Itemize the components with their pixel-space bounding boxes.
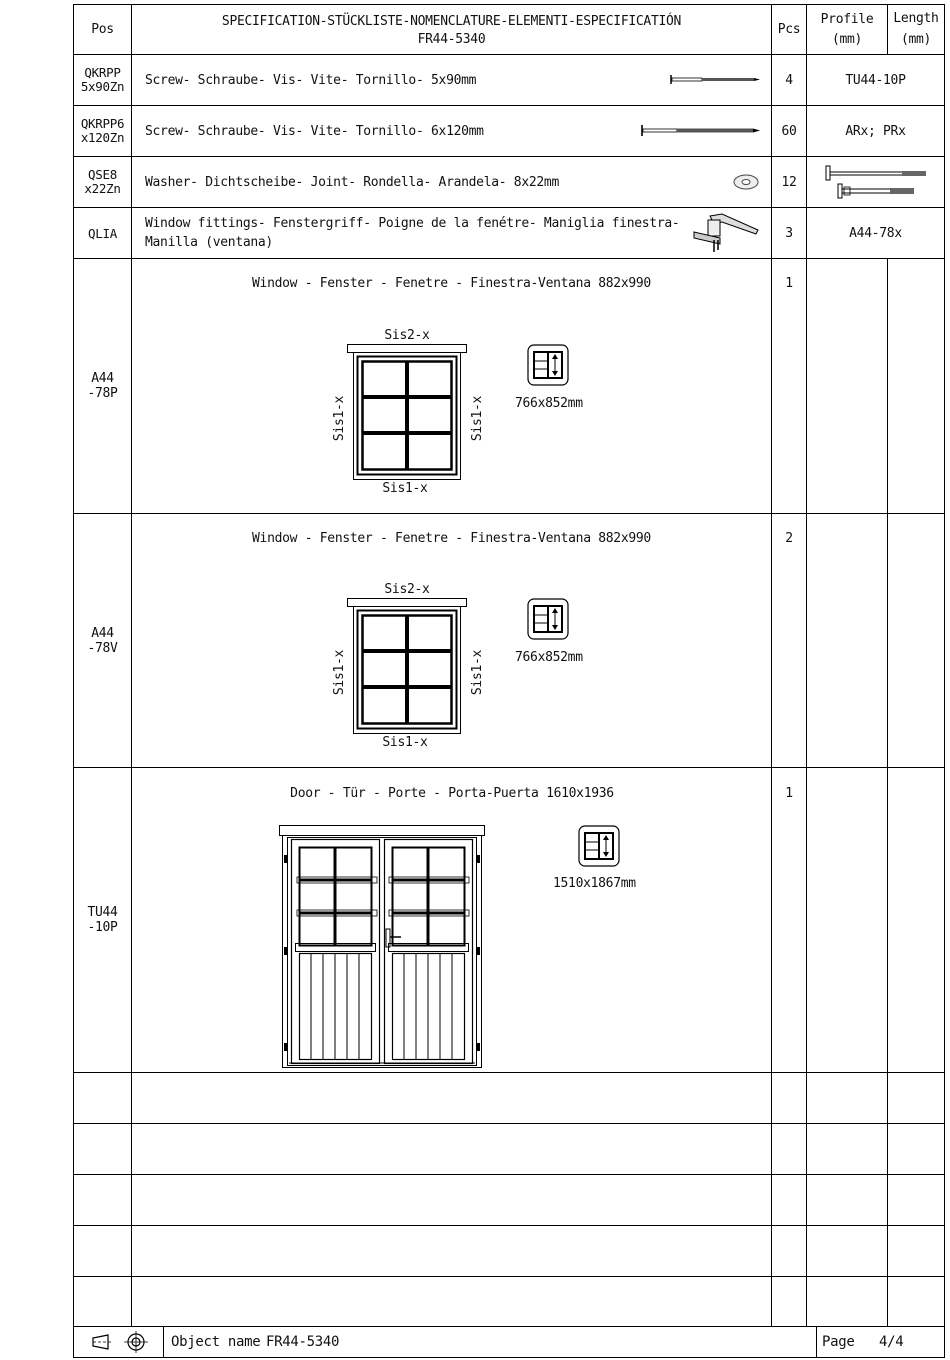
row-pos: QSE8: [88, 167, 117, 182]
row-pos-sub: x120Zn: [80, 130, 125, 145]
window-drawing: [347, 344, 467, 480]
object-name-label: Object name: [171, 1334, 261, 1350]
length-unit: (mm): [900, 32, 932, 47]
row-pos-sub: 5x90Zn: [80, 79, 125, 94]
frame-top-label: Sis2-x: [384, 328, 430, 343]
long-screw-icon: [641, 124, 761, 138]
window-title: Window - Fenster - Fenetre - Finestra-Ventana 882x990: [252, 276, 651, 291]
row-pos-sub: -78V: [87, 641, 118, 656]
page-number: 4/4: [879, 1334, 904, 1350]
row-profile: A44-78x: [849, 226, 902, 241]
pos-header: Pos: [91, 22, 114, 37]
glass-size: 1510x1867mm: [553, 876, 636, 891]
row-pcs: 3: [785, 226, 793, 241]
glass-icon: [527, 344, 569, 386]
door-title: Door - Tür - Porte - Porta-Puerta 1610x1936: [290, 786, 614, 801]
object-name-value: FR44-5340: [266, 1334, 340, 1350]
page-label: Page: [822, 1334, 855, 1350]
length-header: Length: [893, 11, 939, 26]
glass-icon: [578, 825, 620, 867]
glass-size: 766x852mm: [515, 650, 583, 665]
frame-left-label: Sis1-x: [332, 649, 347, 696]
row-pos: A44: [91, 371, 114, 386]
frame-bottom-label: Sis1-x: [382, 481, 428, 496]
frame-right-label: Sis1-x: [470, 649, 485, 696]
screw-icon: [670, 74, 762, 86]
projection-symbol-icon: [90, 1331, 150, 1353]
row-desc: Washer- Dichtscheibe- Joint- Rondella- Arandela- 8x22mm: [145, 175, 559, 190]
window-handle-icon: [692, 210, 762, 254]
frame-top-label: Sis2-x: [384, 582, 430, 597]
frame-right-label: Sis1-x: [470, 395, 485, 442]
door-drawing: [279, 825, 485, 1069]
profile-header: Profile: [820, 12, 874, 27]
bolt-icon: [824, 163, 930, 203]
row-pos-sub: -78P: [87, 386, 118, 401]
window-drawing: [347, 598, 467, 734]
glass-size: 766x852mm: [515, 396, 583, 411]
row-pos-sub: x22Zn: [84, 181, 121, 196]
row-pos: QLIA: [88, 226, 117, 241]
row-desc: Window fittings- Fenstergriff- Poigne de la fenétre- Maniglia finestra-: [145, 216, 680, 231]
row-pcs: 60: [781, 124, 797, 139]
row-pos: A44: [91, 626, 114, 641]
row-desc: Screw- Schraube- Vis- Vite- Tornillo- 6x120mm: [145, 124, 484, 139]
window-title: Window - Fenster - Fenetre - Finestra-Ventana 882x990: [252, 531, 651, 546]
frame-bottom-label: Sis1-x: [382, 735, 428, 750]
row-pos: QKRPP6: [80, 116, 125, 131]
spec-code: FR44-5340: [417, 32, 486, 47]
row-pos: TU44: [87, 905, 118, 920]
row-pcs: 12: [781, 175, 797, 190]
row-pos-sub: -10P: [87, 920, 118, 935]
profile-unit: (mm): [831, 32, 863, 47]
row-profile: TU44-10P: [845, 73, 906, 88]
row-desc: Screw- Schraube- Vis- Vite- Tornillo- 5x90mm: [145, 73, 477, 88]
row-pcs: 4: [785, 73, 793, 88]
row-pcs: 2: [785, 531, 793, 546]
row-pcs: 1: [785, 786, 793, 801]
spec-title: SPECIFICATION-STÜCKLISTE-NOMENCLATURE-ELEMENTI-ESPECIFICATIÓN: [221, 14, 682, 29]
row-profile: ARx; PRx: [845, 124, 906, 139]
row-desc-line2: Manilla (ventana): [145, 235, 273, 250]
washer-icon: [733, 174, 759, 190]
glass-icon: [527, 598, 569, 640]
row-pcs: 1: [785, 276, 793, 291]
frame-left-label: Sis1-x: [332, 395, 347, 442]
row-pos: QKRPP: [84, 65, 121, 80]
pcs-header: Pcs: [777, 22, 801, 37]
